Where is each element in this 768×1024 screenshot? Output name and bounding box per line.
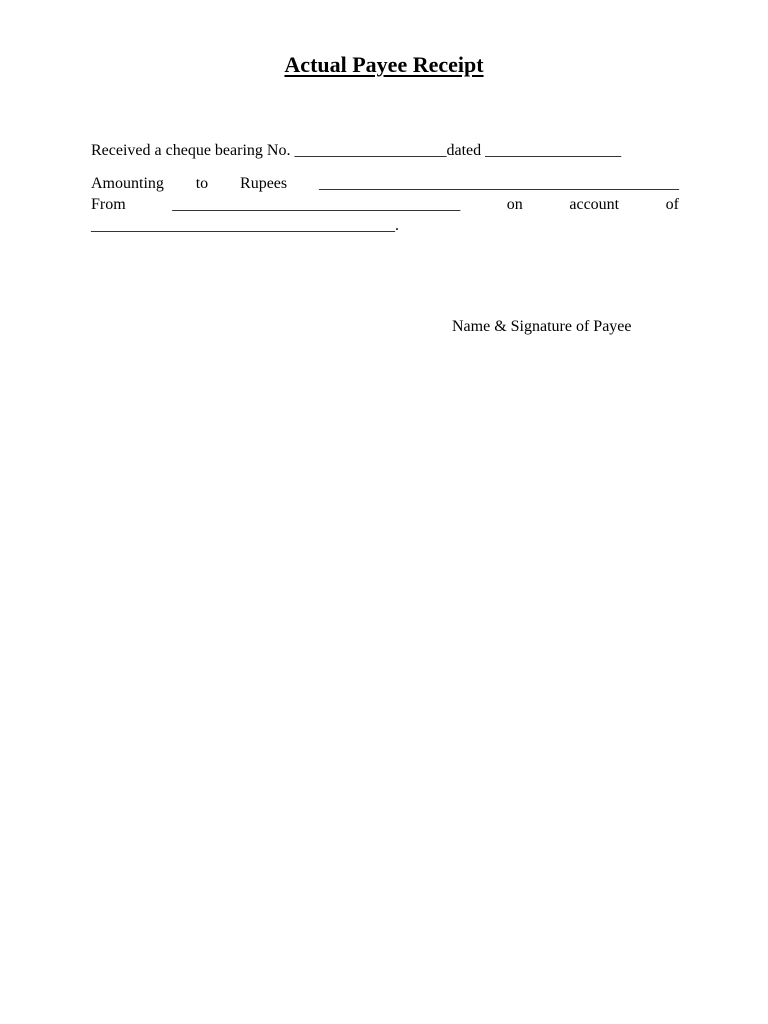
on-text: on — [506, 196, 523, 213]
account-text: account — [569, 196, 620, 213]
from-text: From — [91, 196, 126, 213]
purpose-line — [91, 216, 399, 236]
cheque-number-blank: ___________________ — [294, 142, 447, 159]
purpose-end-punctuation: . — [395, 217, 399, 234]
amount-blank: _____________________________________________ — [318, 175, 679, 192]
amounting-text: Amounting — [91, 175, 164, 192]
amount-line — [91, 174, 679, 194]
page-title: Actual Payee Receipt — [284, 52, 484, 77]
to-text: to — [195, 175, 209, 192]
purpose-blank: ______________________________________ — [91, 217, 395, 234]
date-blank: _________________ — [485, 142, 622, 159]
cheque-number-line — [91, 141, 621, 161]
received-text: Received a cheque bearing No. — [91, 142, 291, 159]
from-line — [91, 195, 679, 215]
from-blank: ____________________________________ — [172, 196, 461, 213]
of-text: of — [665, 196, 679, 213]
rupees-text: Rupees — [240, 175, 288, 192]
payee-signature-label: Name & Signature of Payee — [452, 318, 632, 335]
dated-text: dated — [446, 142, 482, 159]
